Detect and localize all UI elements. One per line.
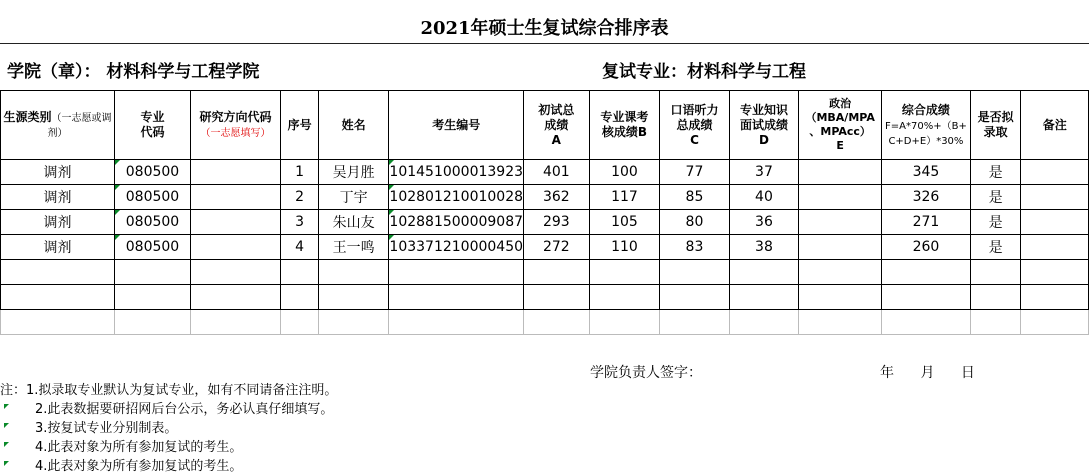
cell-name[interactable]: 王一鸣 bbox=[318, 235, 388, 260]
cell-source[interactable]: 调剂 bbox=[1, 160, 115, 185]
signature-label: 学院负责人签字： bbox=[590, 365, 702, 381]
cell-direction[interactable] bbox=[190, 185, 280, 210]
cell-admit[interactable]: 是 bbox=[970, 185, 1021, 210]
cell-direction[interactable] bbox=[190, 210, 280, 235]
cell-pro-course[interactable]: 100 bbox=[589, 160, 660, 185]
cell-exam-no[interactable]: 103371210000450 bbox=[389, 235, 524, 260]
empty-cell[interactable] bbox=[281, 310, 319, 335]
cell-admit[interactable]: 是 bbox=[970, 160, 1021, 185]
header-politics: 政治 （MBA/MPA 、MPAcc） E bbox=[799, 91, 882, 160]
cell-source[interactable]: 调剂 bbox=[1, 235, 115, 260]
cell-oral[interactable]: 80 bbox=[660, 210, 730, 235]
empty-cell[interactable] bbox=[1, 260, 115, 285]
note-item: 3.按复试专业分别制表。 bbox=[0, 419, 337, 438]
cell-politics[interactable] bbox=[799, 185, 882, 210]
cell-interview[interactable]: 36 bbox=[729, 210, 799, 235]
cell-oral[interactable]: 85 bbox=[660, 185, 730, 210]
empty-cell[interactable] bbox=[1, 310, 115, 335]
empty-cell[interactable] bbox=[970, 260, 1021, 285]
empty-cell[interactable] bbox=[799, 285, 882, 310]
date-label: 年 月 日 bbox=[880, 365, 975, 381]
empty-row bbox=[1, 260, 1089, 285]
cell-remark[interactable] bbox=[1021, 185, 1089, 210]
cell-exam-no[interactable]: 102881500009087 bbox=[389, 210, 524, 235]
cell-source[interactable]: 调剂 bbox=[1, 185, 115, 210]
header-prelim: 初试总 成绩 A bbox=[524, 91, 590, 160]
cell-pro-course[interactable]: 110 bbox=[589, 235, 660, 260]
cell-comment-marker bbox=[4, 442, 9, 447]
cell-exam-no[interactable]: 102801210010028 bbox=[389, 185, 524, 210]
cell-total[interactable]: 326 bbox=[882, 185, 971, 210]
cell-remark[interactable] bbox=[1021, 210, 1089, 235]
empty-cell[interactable] bbox=[729, 310, 799, 335]
cell-comment-marker bbox=[4, 404, 9, 409]
cell-politics[interactable] bbox=[799, 210, 882, 235]
empty-cell[interactable] bbox=[1021, 310, 1089, 335]
empty-cell[interactable] bbox=[318, 285, 388, 310]
empty-cell[interactable] bbox=[589, 285, 660, 310]
cell-comment-marker bbox=[4, 461, 9, 466]
empty-cell[interactable] bbox=[1021, 260, 1089, 285]
cell-code[interactable]: 080500 bbox=[115, 210, 191, 235]
empty-cell[interactable] bbox=[589, 310, 660, 335]
cell-code[interactable]: 080500 bbox=[115, 185, 191, 210]
table-row bbox=[1, 210, 1089, 235]
ranking-table bbox=[0, 90, 1089, 335]
header-oral: 口语听力 总成绩 C bbox=[660, 91, 730, 160]
cell-seq[interactable]: 1 bbox=[281, 160, 319, 185]
empty-cell[interactable] bbox=[190, 310, 280, 335]
header-direction: 研究方向代码 （一志愿填写） bbox=[190, 91, 280, 160]
cell-total[interactable]: 260 bbox=[882, 235, 971, 260]
empty-cell[interactable] bbox=[970, 310, 1021, 335]
empty-cell[interactable] bbox=[729, 285, 799, 310]
cell-admit[interactable]: 是 bbox=[970, 210, 1021, 235]
empty-cell[interactable] bbox=[799, 260, 882, 285]
empty-cell[interactable] bbox=[660, 310, 730, 335]
cell-interview[interactable]: 38 bbox=[729, 235, 799, 260]
header-seq: 序号 bbox=[281, 91, 319, 160]
notes-block bbox=[0, 381, 337, 476]
cell-prelim[interactable]: 362 bbox=[524, 185, 590, 210]
page-title: 2021年硕士生复试综合排序表 bbox=[420, 18, 669, 39]
note-item: 2.此表数据要研招网后台公示，务必认真仔细填写。 bbox=[0, 400, 337, 419]
empty-cell[interactable] bbox=[882, 260, 971, 285]
note-item: 4.此表对象为所有参加复试的考生。 bbox=[0, 438, 337, 457]
cell-interview[interactable]: 37 bbox=[729, 160, 799, 185]
cell-oral[interactable]: 83 bbox=[660, 235, 730, 260]
school-label: 学院（章）： 材料科学与工程学院 bbox=[7, 62, 260, 82]
major-label: 复试专业：材料科学与工程 bbox=[602, 62, 806, 82]
empty-cell[interactable] bbox=[660, 285, 730, 310]
cell-seq[interactable]: 2 bbox=[281, 185, 319, 210]
header-total: 综合成绩 F=A*70%+（B+ C+D+E）*30% bbox=[882, 91, 971, 160]
cell-pro-course[interactable]: 117 bbox=[589, 185, 660, 210]
cell-code[interactable]: 080500 bbox=[115, 235, 191, 260]
cell-total[interactable]: 345 bbox=[882, 160, 971, 185]
cell-name[interactable]: 朱山友 bbox=[318, 210, 388, 235]
empty-cell[interactable] bbox=[1, 285, 115, 310]
cell-oral[interactable]: 77 bbox=[660, 160, 730, 185]
empty-cell[interactable] bbox=[524, 285, 590, 310]
header-exam-no: 考生编号 bbox=[389, 91, 524, 160]
cell-seq[interactable]: 3 bbox=[281, 210, 319, 235]
header-pro-course: 专业课考 核成绩B bbox=[589, 91, 660, 160]
cell-name[interactable]: 吴月胜 bbox=[318, 160, 388, 185]
empty-cell[interactable] bbox=[318, 260, 388, 285]
empty-cell[interactable] bbox=[281, 260, 319, 285]
empty-cell[interactable] bbox=[799, 310, 882, 335]
empty-cell[interactable] bbox=[524, 260, 590, 285]
table-header-row bbox=[1, 91, 1089, 160]
empty-cell[interactable] bbox=[389, 285, 524, 310]
cell-prelim[interactable]: 272 bbox=[524, 235, 590, 260]
cell-prelim[interactable]: 401 bbox=[524, 160, 590, 185]
empty-cell[interactable] bbox=[389, 260, 524, 285]
note-item: 注：1.拟录取专业默认为复试专业，如有不同请备注注明。 bbox=[0, 383, 338, 398]
empty-cell[interactable] bbox=[190, 285, 280, 310]
cell-interview[interactable]: 40 bbox=[729, 185, 799, 210]
empty-cell[interactable] bbox=[1021, 285, 1089, 310]
empty-cell[interactable] bbox=[115, 260, 191, 285]
empty-cell[interactable] bbox=[115, 285, 191, 310]
cell-direction[interactable] bbox=[190, 235, 280, 260]
empty-cell[interactable] bbox=[190, 260, 280, 285]
cell-total[interactable]: 271 bbox=[882, 210, 971, 235]
cell-admit[interactable]: 是 bbox=[970, 235, 1021, 260]
empty-cell[interactable] bbox=[524, 310, 590, 335]
cell-comment-marker bbox=[4, 423, 9, 428]
cell-direction[interactable] bbox=[190, 160, 280, 185]
cell-politics[interactable] bbox=[799, 160, 882, 185]
empty-cell[interactable] bbox=[281, 285, 319, 310]
cell-name[interactable]: 丁宇 bbox=[318, 185, 388, 210]
cell-exam-no[interactable]: 101451000013923 bbox=[389, 160, 524, 185]
cell-seq[interactable]: 4 bbox=[281, 235, 319, 260]
empty-cell[interactable] bbox=[882, 310, 971, 335]
empty-cell[interactable] bbox=[729, 260, 799, 285]
empty-cell[interactable] bbox=[882, 285, 971, 310]
cell-source[interactable]: 调剂 bbox=[1, 210, 115, 235]
empty-cell[interactable] bbox=[389, 310, 524, 335]
header-admit: 是否拟 录取 bbox=[970, 91, 1021, 160]
empty-cell[interactable] bbox=[660, 260, 730, 285]
header-interview: 专业知识 面试成绩 D bbox=[729, 91, 799, 160]
header-source: 生源类别（一志愿或调剂） bbox=[1, 91, 115, 160]
empty-cell[interactable] bbox=[115, 310, 191, 335]
title-divider bbox=[0, 43, 1089, 44]
table-row bbox=[1, 235, 1089, 260]
cell-politics[interactable] bbox=[799, 235, 882, 260]
note-item: 4.此表对象为所有参加复试的考生。 bbox=[0, 457, 337, 476]
empty-row bbox=[1, 310, 1089, 335]
cell-remark[interactable] bbox=[1021, 235, 1089, 260]
header-code: 专业 代码 bbox=[115, 91, 191, 160]
cell-code[interactable]: 080500 bbox=[115, 160, 191, 185]
table-row bbox=[1, 185, 1089, 210]
cell-remark[interactable] bbox=[1021, 160, 1089, 185]
empty-row bbox=[1, 285, 1089, 310]
header-remark: 备注 bbox=[1021, 91, 1089, 160]
cell-prelim[interactable]: 293 bbox=[524, 210, 590, 235]
cell-pro-course[interactable]: 105 bbox=[589, 210, 660, 235]
empty-cell[interactable] bbox=[318, 310, 388, 335]
empty-cell[interactable] bbox=[970, 285, 1021, 310]
table-row bbox=[1, 160, 1089, 185]
empty-cell[interactable] bbox=[589, 260, 660, 285]
header-name: 姓名 bbox=[318, 91, 388, 160]
